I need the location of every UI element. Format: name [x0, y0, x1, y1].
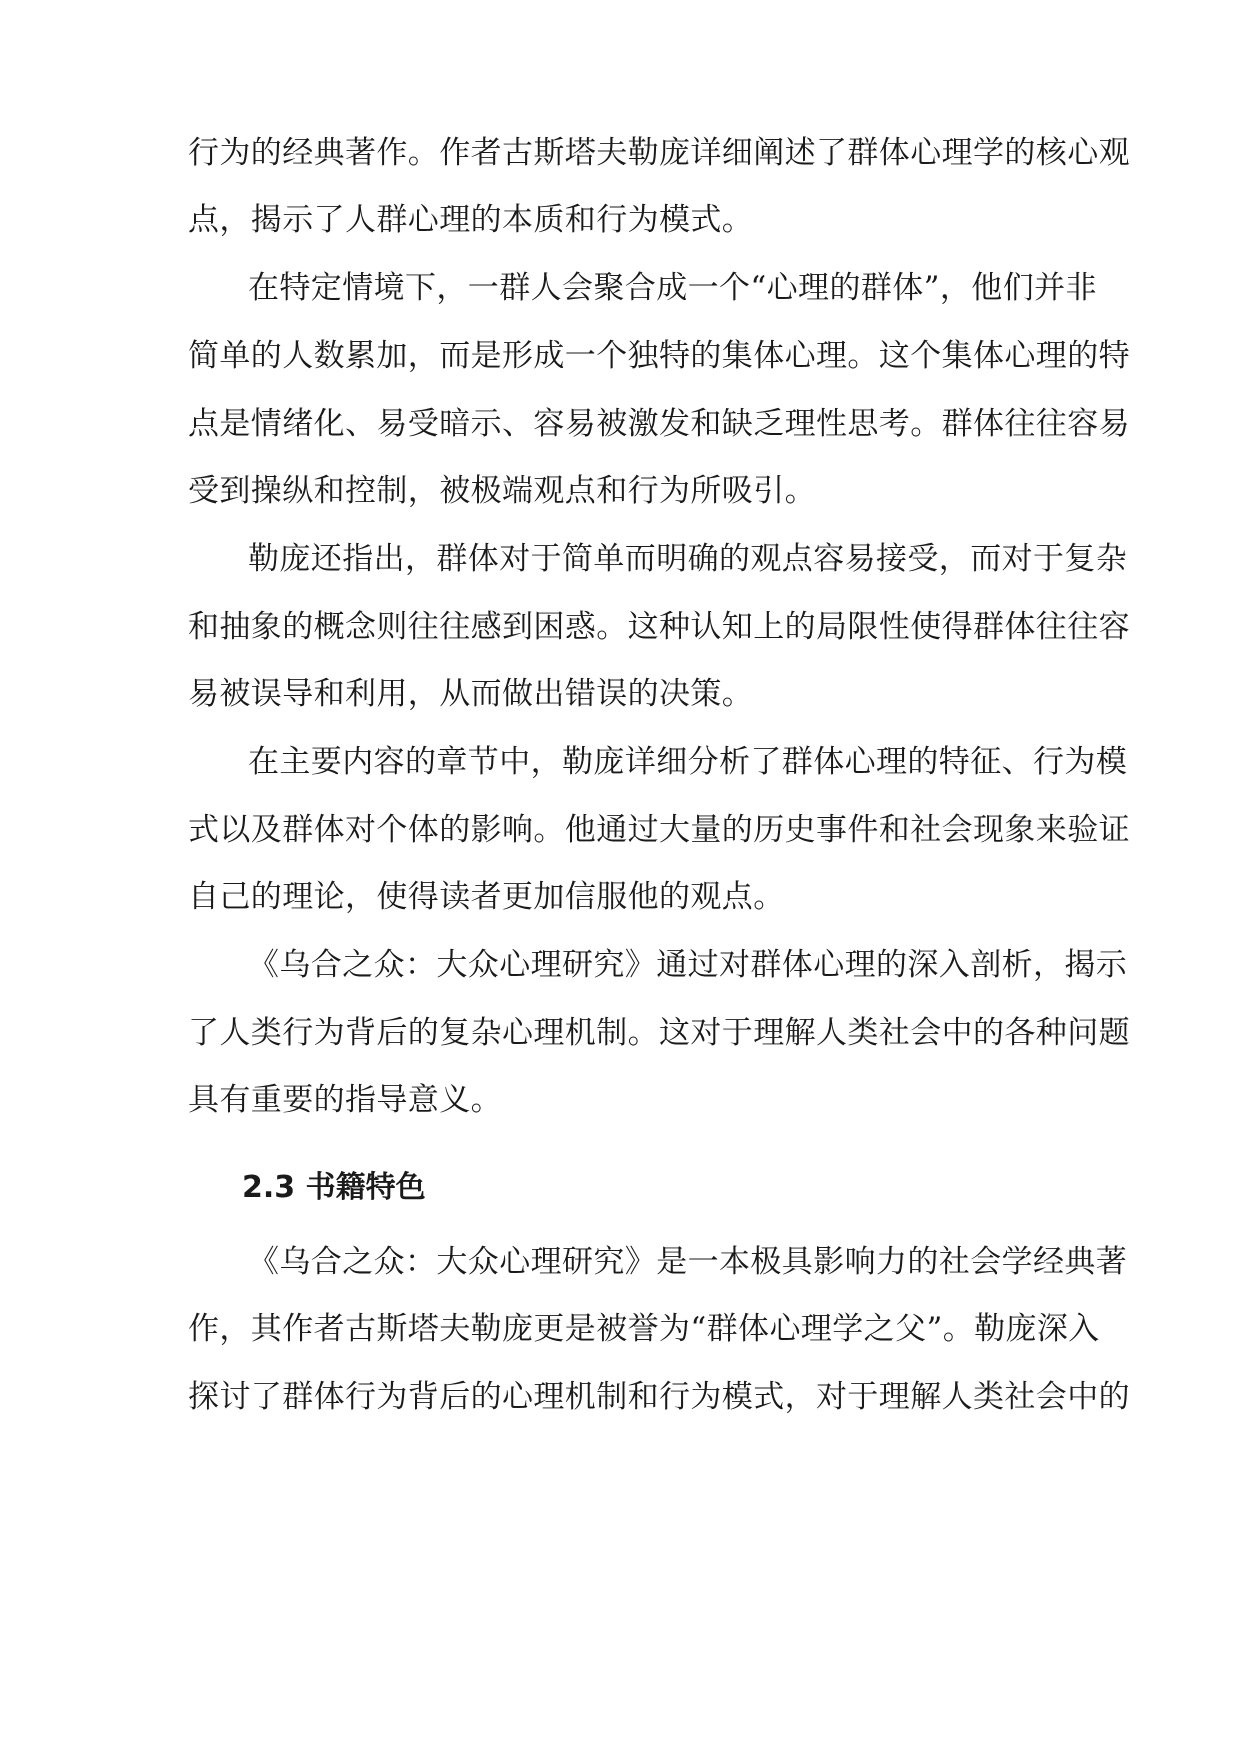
paragraph-line: 《乌合之众：大众心理研究》通过对群体心理的深入剖析，揭示	[248, 947, 1128, 983]
paragraph-line: 简单的人数累加，而是形成一个独特的集体心理。这个集体心理的特	[188, 338, 1130, 374]
paragraph-line: 式以及群体对个体的影响。他通过大量的历史事件和社会现象来验证	[188, 812, 1130, 848]
paragraph-line: 《乌合之众：大众心理研究》是一本极具影响力的社会学经典著	[248, 1244, 1128, 1280]
section-heading: 2.3 书籍特色	[242, 1170, 426, 1205]
paragraph-line: 在主要内容的章节中，勒庞详细分析了群体心理的特征、行为模	[248, 744, 1128, 780]
paragraph-line: 自己的理论，使得读者更加信服他的观点。	[188, 879, 785, 915]
paragraph-line: 在特定情境下，一群人会聚合成一个“心理的群体”，他们并非	[248, 270, 1097, 306]
paragraph-line: 探讨了群体行为背后的心理机制和行为模式，对于理解人类社会中的	[188, 1379, 1130, 1415]
paragraph-line: 和抽象的概念则往往感到困惑。这种认知上的局限性使得群体往往容	[188, 609, 1130, 645]
paragraph-line: 了人类行为背后的复杂心理机制。这对于理解人类社会中的各种问题	[188, 1015, 1130, 1051]
paragraph-line: 受到操纵和控制，被极端观点和行为所吸引。	[188, 473, 816, 509]
paragraph-line: 作，其作者古斯塔夫勒庞更是被誉为“群体心理学之父”。勒庞深入	[188, 1311, 1100, 1347]
paragraph-line: 行为的经典著作。作者古斯塔夫勒庞详细阐述了群体心理学的核心观	[188, 135, 1130, 171]
paragraph-line: 易被误导和利用，从而做出错误的决策。	[188, 676, 754, 712]
paragraph-line: 点，揭示了人群心理的本质和行为模式。	[188, 202, 754, 238]
paragraph-line: 点是情绪化、易受暗示、容易被激发和缺乏理性思考。群体往往容易	[188, 406, 1130, 442]
paragraph-line: 具有重要的指导意义。	[188, 1082, 502, 1118]
paragraph-line: 勒庞还指出，群体对于简单而明确的观点容易接受，而对于复杂	[248, 541, 1128, 577]
